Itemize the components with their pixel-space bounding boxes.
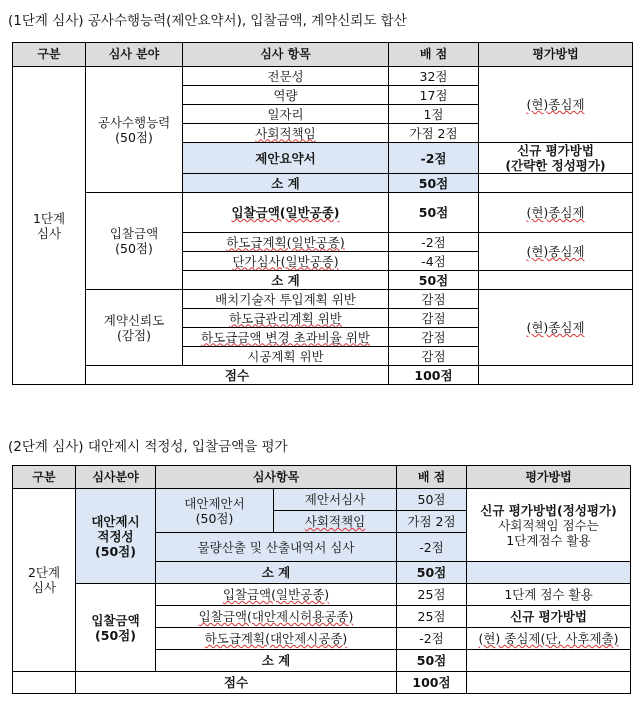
method-bid-alternative: 신규 평가방법 (467, 606, 631, 628)
score-social-responsibility: 가점 2점 (389, 124, 479, 143)
header-score: 배 점 (397, 466, 467, 489)
subtotal-score: 50점 (397, 562, 467, 584)
item-subcontract-mgmt: 하도급관리계획 위반 (183, 309, 389, 328)
table-header-row (13, 466, 631, 489)
method-existing: (현)종심제 (479, 67, 633, 143)
item-subcontract-plan: 하도급계획(대안제시공종) (156, 628, 397, 650)
stage-empty (13, 672, 76, 694)
subtotal-score: 50점 (397, 650, 467, 672)
total-row (13, 366, 633, 385)
method-existing: (현)종심제 (526, 205, 585, 220)
stage-label: 1단계 심사 (13, 67, 86, 385)
method-subcontract-plan: (현) 종심제(단, 사후제출) (467, 628, 631, 650)
score-quantity-review: -2점 (397, 533, 467, 562)
method-new-qualitative: 신규 평가방법(정성평가) 사회적책임 점수는 1단계점수 활용 (467, 489, 631, 562)
header-score: 배 점 (389, 43, 479, 67)
table-row (13, 584, 631, 606)
method-bid-general: 1단계 점수 활용 (467, 584, 631, 606)
score-subcontract-plan: -2점 (397, 628, 467, 650)
header-category: 구분 (13, 43, 86, 67)
total-score: 100점 (389, 366, 479, 385)
table-row (13, 489, 631, 511)
header-field: 심사 분야 (86, 43, 183, 67)
score-subcontract-plan: -2점 (389, 233, 479, 252)
header-item: 심사항목 (156, 466, 397, 489)
method-split-cell (479, 174, 633, 271)
field-contract-reliability: 계약신뢰도 (감점) (86, 290, 183, 366)
method-new: 신규 평가방법 (간략한 정성평가) (479, 143, 633, 174)
subtotal-label: 소 계 (156, 562, 397, 584)
header-method: 평가방법 (479, 43, 633, 67)
total-label: 점수 (76, 672, 397, 694)
score-capacity: 17점 (389, 86, 479, 105)
item-subcontract-ratio: 하도급금액 변경 초과비율 위반 (183, 328, 389, 347)
score-expertise: 32점 (389, 67, 479, 86)
item-proposal-review: 제안서심사 (274, 489, 397, 511)
item-construction-plan: 시공계획 위반 (183, 347, 389, 366)
item-jobs: 일자리 (183, 105, 389, 124)
method-empty (479, 366, 633, 385)
item-alternative-design: 대안제안서 (50점) (156, 489, 274, 533)
subtotal-label: 소 계 (156, 650, 397, 672)
stage1-heading: (1단계 심사) 공사수행능력(제안요약서), 입찰금액, 계약신뢰도 합산 (8, 13, 407, 29)
item-quantity-review: 물량산출 및 산출내역서 심사 (156, 533, 397, 562)
method-empty (467, 650, 631, 672)
method-existing: (현)종심제 (479, 290, 633, 366)
table-header-row (13, 43, 633, 67)
item-bid-general: 입찰금액(일반공종) (183, 193, 389, 233)
field-bid-amount: 입찰금액 (50점) (76, 584, 156, 672)
score-bid-general: 25점 (397, 584, 467, 606)
score-construction-plan: 감점 (389, 347, 479, 366)
method-empty (467, 672, 631, 694)
method-existing: (현)종심제 (526, 244, 585, 259)
field-alternative-adequacy: 대안제시 적정성 (50점) (76, 489, 156, 584)
field-bid-amount: 입찰금액 (50점) (86, 193, 183, 290)
subtotal-label: 소 계 (183, 174, 389, 193)
item-unit-price: 단가심사(일반공종) (183, 252, 389, 271)
stage2-heading: (2단계 심사) 대안제시 적정성, 입찰금액을 평가 (8, 439, 288, 455)
header-method: 평가방법 (467, 466, 631, 489)
score-tech-staff: 감점 (389, 290, 479, 309)
score-social-responsibility: 가점 2점 (397, 511, 467, 533)
subtotal-score: 50점 (389, 271, 479, 290)
stage-label: 2단계 심사 (13, 489, 76, 672)
header-field: 심사분야 (76, 466, 156, 489)
stage1-table (12, 42, 633, 385)
item-social-responsibility: 사회적책임 (274, 511, 397, 533)
total-row (13, 672, 631, 694)
item-social-responsibility: 사회적책임 (183, 124, 389, 143)
header-category: 구분 (13, 466, 76, 489)
item-capacity: 역량 (183, 86, 389, 105)
item-tech-staff: 배치기술자 투입계획 위반 (183, 290, 389, 309)
score-proposal-summary: -2점 (389, 143, 479, 174)
item-subcontract-plan: 하도급계획(일반공종) (183, 233, 389, 252)
score-bid-alternative: 25점 (397, 606, 467, 628)
item-expertise: 전문성 (183, 67, 389, 86)
header-item: 심사 항목 (183, 43, 389, 67)
table-row (13, 67, 633, 86)
method-empty (479, 271, 633, 290)
score-bid-general: 50점 (389, 193, 479, 233)
stage2-table (12, 465, 631, 694)
total-score: 100점 (397, 672, 467, 694)
total-label: 점수 (86, 366, 389, 385)
table-row (13, 290, 633, 309)
item-bid-alternative: 입찰금액(대안제시허용공종) (156, 606, 397, 628)
item-proposal-summary: 제안요약서 (183, 143, 389, 174)
score-subcontract-mgmt: 감점 (389, 309, 479, 328)
field-construction-capability: 공사수행능력 (50점) (86, 67, 183, 193)
score-subcontract-ratio: 감점 (389, 328, 479, 347)
score-jobs: 1점 (389, 105, 479, 124)
item-bid-general: 입찰금액(일반공종) (156, 584, 397, 606)
subtotal-score: 50점 (389, 174, 479, 193)
score-proposal-review: 50점 (397, 489, 467, 511)
method-empty (467, 562, 631, 584)
score-unit-price: -4점 (389, 252, 479, 271)
subtotal-label: 소 계 (183, 271, 389, 290)
